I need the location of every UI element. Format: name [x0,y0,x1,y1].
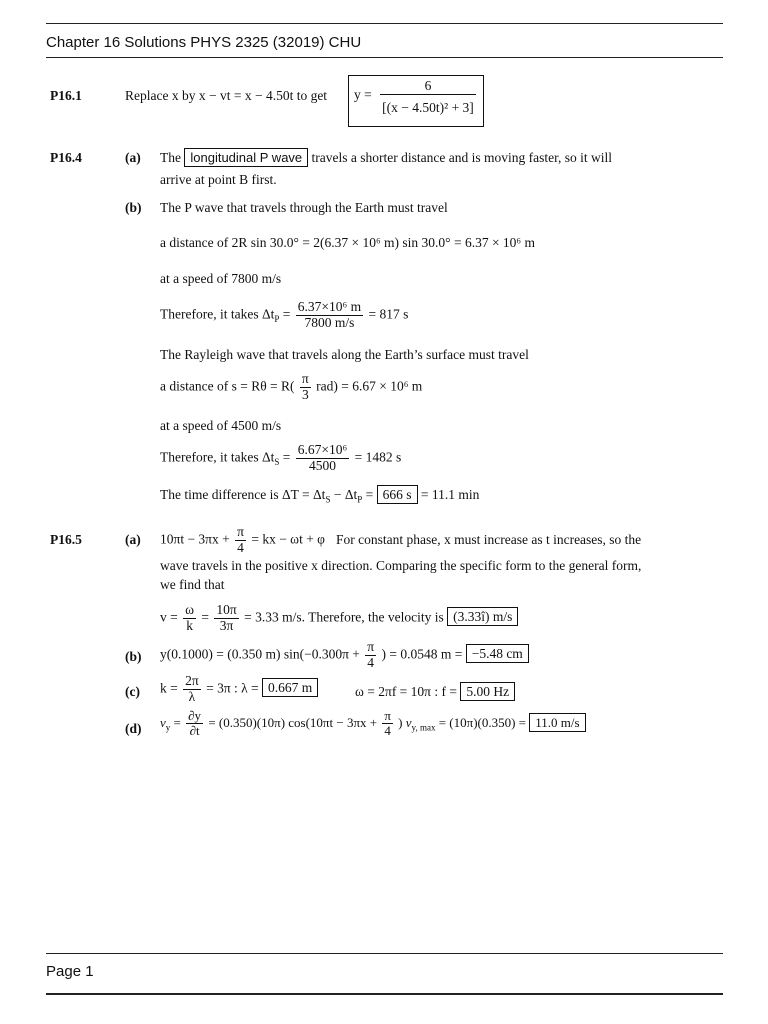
formula-lhs: y = [354,87,372,102]
problem-text: Replace x by x − vt = x − 4.50t to get [125,88,328,103]
answer-box: −5.48 cm [466,644,529,663]
equation-line: k = $\frac{2\pi}{\lambda}$ = 3π : λ = 0.667 m [160,674,318,705]
page-header-title: Chapter 16 Solutions PHYS 2325 (32019) CHU [46,34,362,51]
answer-box: 11.0 m/s [529,713,585,732]
part-text: The P wave that travels through the Earth must travel [160,200,448,215]
problem-label: P16.4 [50,150,82,165]
part-label: (a) [125,150,141,165]
part-text: The longitudinal P wave travels a shorter distance and is moving faster, so it will [160,150,613,165]
part-text: The Rayleigh wave that travels along the Earth’s surface must travel [160,347,529,362]
part-text: For constant phase, x must increase as t increases, so the [336,532,642,547]
equation-line: Therefore, it takes $\Delta t_S$ = $\frac{\text{6.67×10⁶}}{4500}$ = 1482 s [160,442,402,473]
problem-label: P16.1 [50,88,82,103]
answer-box: 666 s [377,485,418,504]
part-text: we find that [160,577,225,592]
fraction: $\frac{\pi}{4}$ [384,708,391,739]
fraction: $\frac{\pi}{3}$ [301,371,309,402]
fraction: $\frac{2\pi}{\lambda}$ [185,673,199,704]
part-label: (b) [125,200,142,215]
part-text: at a speed of 7800 m/s [160,271,282,286]
equation-line: The time difference is $\Delta T = \Delta t_S - \Delta t_P = 666$ s = 11.1 min [160,487,480,505]
equation-line: a distance of 2R sin 30.0° = 2(6.37 × 10⁶ m) sin 30.0° = 6.37 × 10⁶ m [160,235,536,250]
fraction: $\frac{\omega}{k}$ [185,602,195,633]
equation-line: $v_y$ = $\frac{\partial y}{\partial t}$ = (0.350)(10π) cos(10πt − 3πx + $\frac{\pi}{4}$ ) $v_{y, max} = (10\pi)(0.350) = 11.0$ m/s [160,709,586,739]
fraction: $\frac{\text{6.37×10⁶ m}}{7800 m/s}$ [297,299,362,330]
part-text: wave travels in the positive x direction. Comparing the specific form to the general form, [160,558,642,573]
fraction: $\frac{\text{6.67×10⁶}}{4500}$ [297,442,348,473]
fraction: $\frac{\pi}{4}$ [367,639,375,670]
part-text: at a speed of 4500 m/s [160,418,282,433]
fraction: $\frac{10\pi}{3\pi}$ [216,602,237,633]
equation-line: Therefore, it takes $\Delta t_P$ = $\frac{\text{6.37×10⁶ m}}{7800 m/s}$ = 817 s [160,299,409,330]
equation-line: a distance of s = Rθ = R( $\frac{\pi}{3}$ rad) = 6.67 × 10⁶ m [160,371,423,402]
formula-numerator: 6 [380,78,476,95]
fraction: $\frac{\pi}{4}$ [237,524,244,555]
footer-top-rule [46,953,723,954]
page-number: Page 1 [46,963,94,980]
answer-box: (3.33î) m/s [447,607,518,626]
answer-box: 0.667 m [262,678,318,697]
part-text: arrive at point B first. [160,172,277,187]
fraction: $\frac{\partial y}{\partial t}$ [188,708,202,739]
part-label: (a) [125,532,141,547]
equation-line: v = $\frac{\omega}{k}$ = $\frac{10\pi}{3\pi}$ = 3.33 m/s. Therefore, the velocity is (3.33î) m/s [160,603,518,634]
formula-denominator: [(x − 4.50t)² + 3] [382,100,474,115]
part-label: (d) [125,721,142,736]
equation-line: y(0.1000) = (0.350 m) sin(−0.300π + $\frac{\pi}{4}$ ) = 0.0548 m = −5.48 cm [160,640,529,671]
footer-bottom-rule [46,993,723,995]
problem-label: P16.5 [50,532,82,547]
equation-line: 10πt − 3πx + $\frac{\pi}{4}$ = kx − ωt + φ [160,524,325,555]
answer-box: 5.00 Hz [460,682,515,701]
equation-line: ω = 2πf = 10π : f = 5.00 Hz [355,684,515,700]
part-label: (c) [125,684,140,699]
part-label: (b) [125,649,142,664]
answer-box: longitudinal P wave [184,148,308,167]
